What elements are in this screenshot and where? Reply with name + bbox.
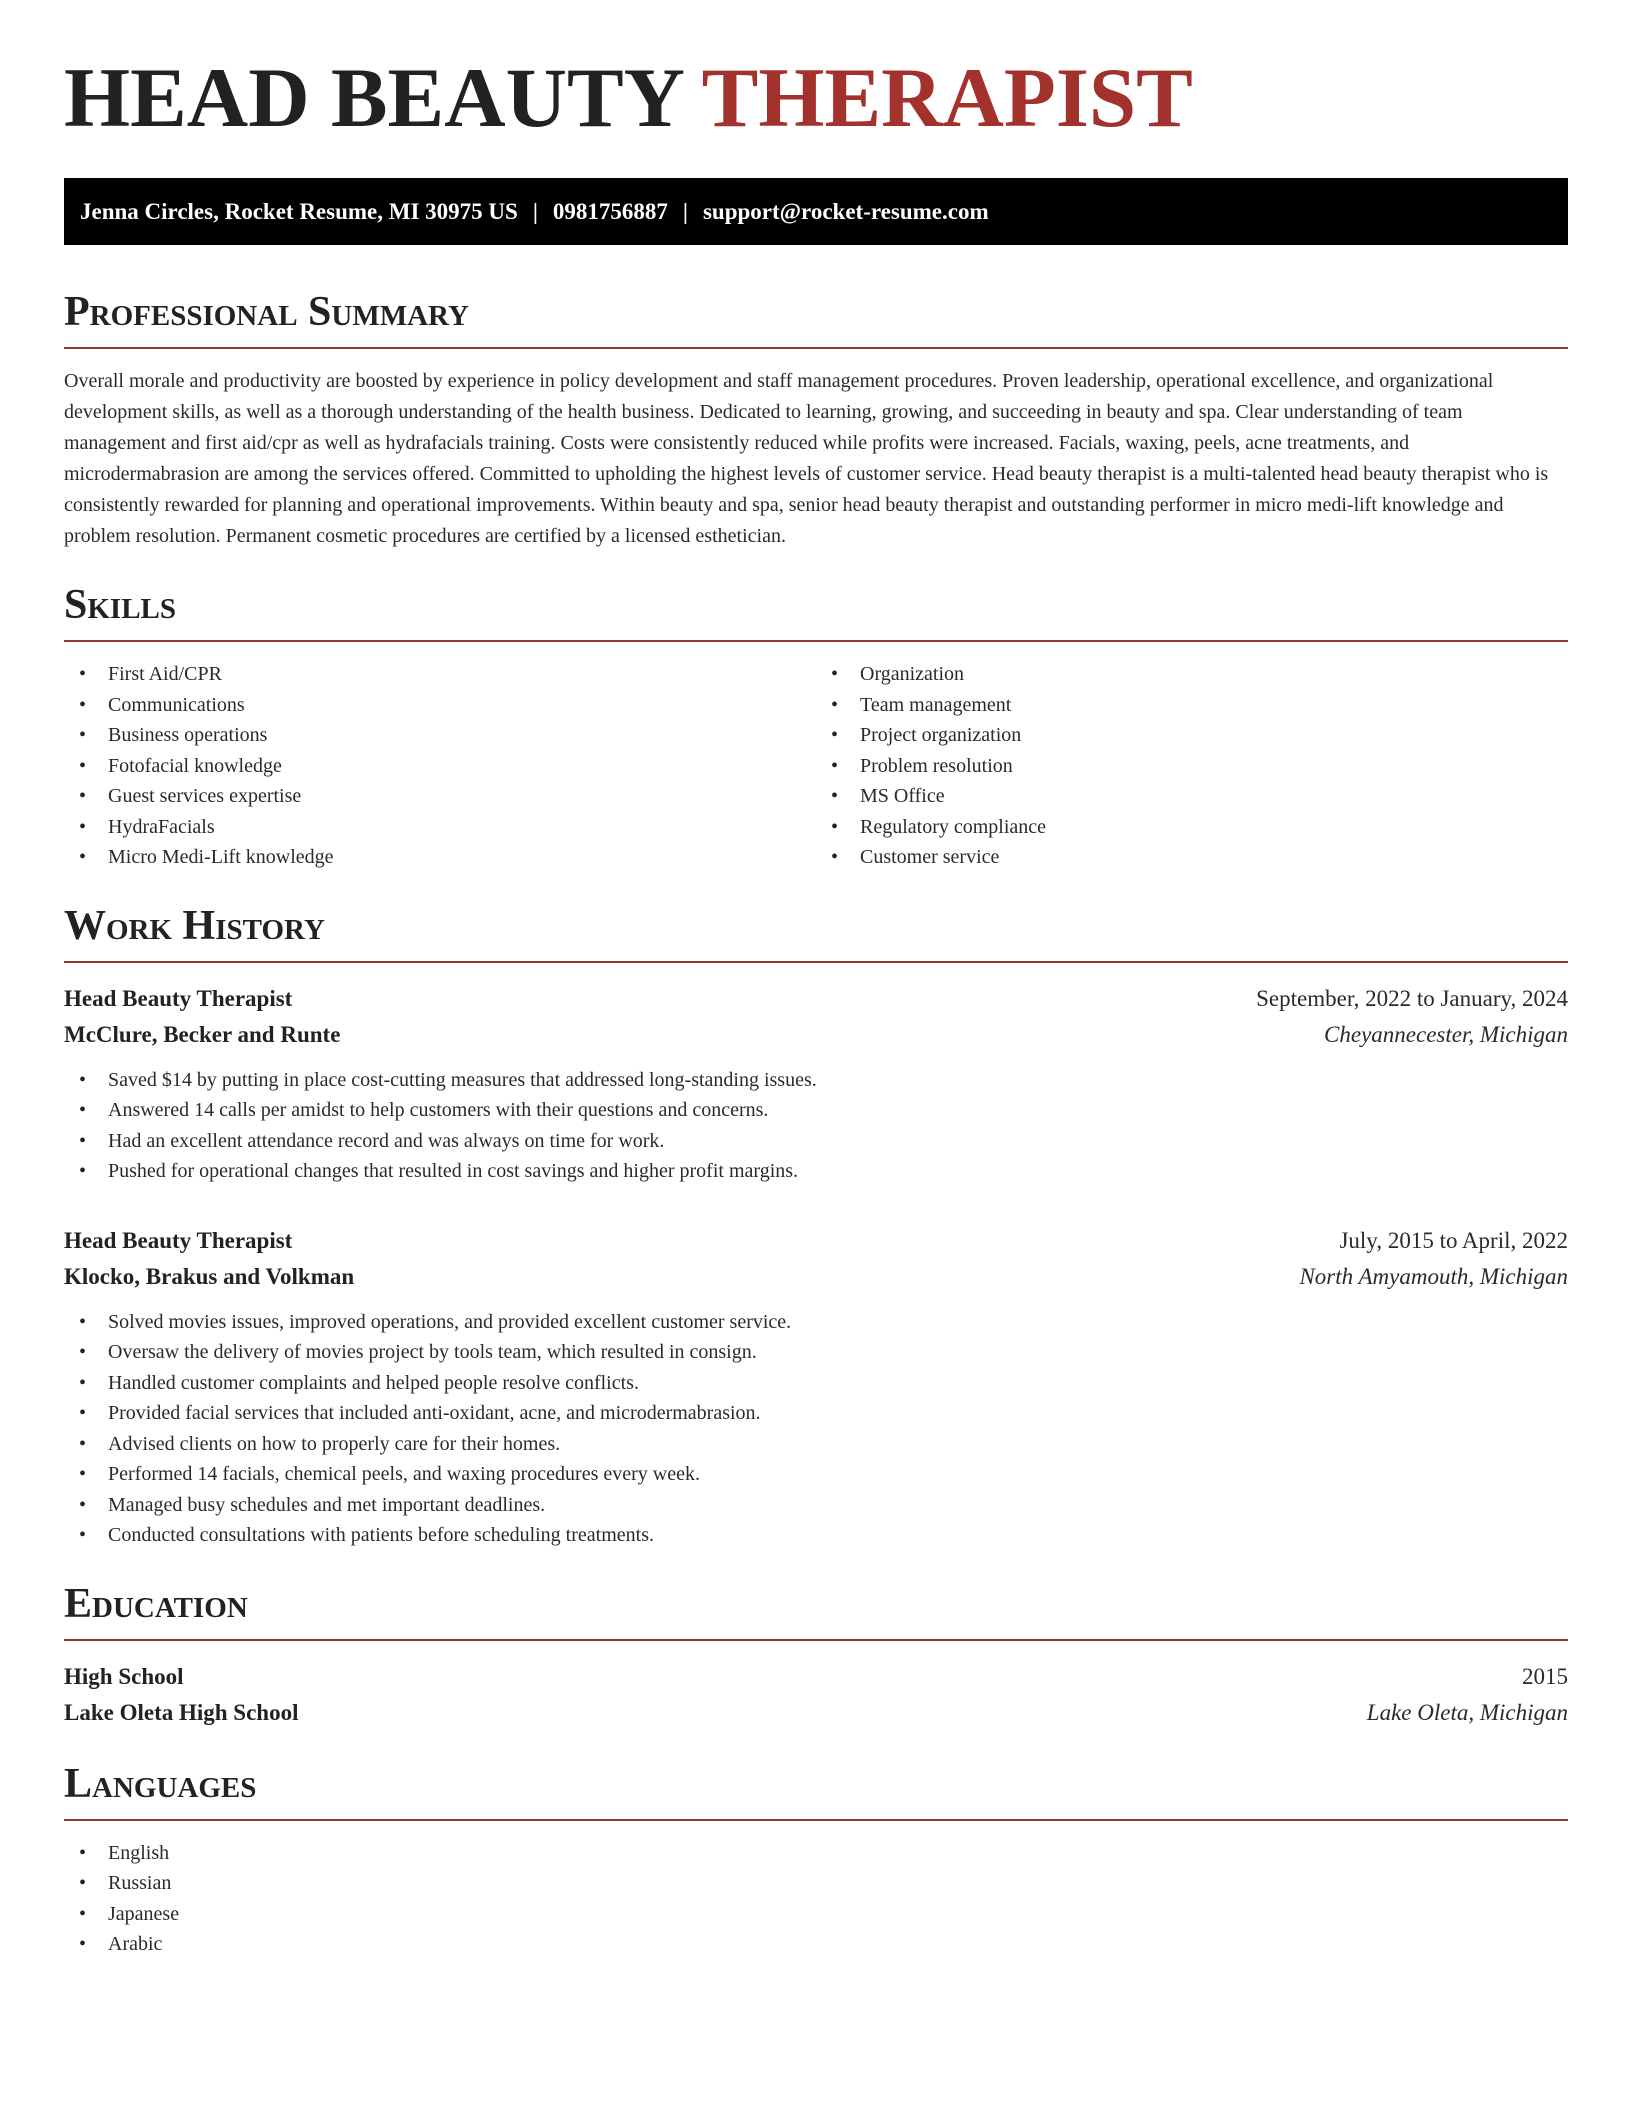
work-section (64, 902, 1568, 1551)
languages-section (64, 1760, 1568, 1960)
job-dates: July, 2015 to April, 2022 (1339, 1227, 1568, 1253)
job-bullet: • Had an excellent attendance record and was always on time for work. (64, 1126, 1568, 1157)
language-item: • Arabic (64, 1929, 1568, 1960)
education-entry (64, 1659, 1568, 1731)
job-title: Head Beauty Therapist (64, 1227, 293, 1253)
skills-section (64, 584, 1568, 873)
language-item: • English (64, 1838, 1568, 1869)
job-company-row (64, 1017, 1568, 1053)
work-heading: Work History (64, 905, 1568, 963)
contact-phone: 0981756887 (552, 198, 668, 224)
job-bullet: • Managed busy schedules and met important deadlines. (64, 1490, 1568, 1521)
job-company: Klocko, Brakus and Volkman (64, 1263, 355, 1289)
job-title: Head Beauty Therapist (64, 985, 293, 1011)
contact-bar (64, 178, 1568, 245)
skills-heading: Skills (64, 584, 1568, 642)
skills-columns (64, 659, 1568, 873)
skill-item: • HydraFacials (64, 812, 816, 843)
job-entry (64, 1223, 1568, 1551)
contact-email: support@rocket-resume.com (702, 198, 989, 224)
contact-separator: | (532, 198, 538, 224)
skill-item: • Project organization (816, 720, 1568, 751)
education-year: 2015 (1522, 1663, 1568, 1689)
skill-item: • First Aid/CPR (64, 659, 816, 690)
skill-item: • Organization (816, 659, 1568, 690)
job-company: McClure, Becker and Runte (64, 1021, 341, 1047)
education-school: Lake Oleta High School (64, 1699, 299, 1725)
education-section (64, 1580, 1568, 1731)
job-bullet: • Oversaw the delivery of movies project by tools team, which resulted in consign. (64, 1337, 1568, 1368)
languages-list (64, 1838, 1568, 1960)
job-bullet: • Answered 14 calls per amidst to help customers with their questions and concerns. (64, 1095, 1568, 1126)
job-dates: September, 2022 to January, 2024 (1256, 985, 1568, 1011)
job-bullet: • Performed 14 facials, chemical peels, and waxing procedures every week. (64, 1459, 1568, 1490)
contact-separator: | (682, 198, 688, 224)
job-bullets (64, 1065, 1568, 1187)
job-bullet: • Conducted consultations with patients before scheduling treatments. (64, 1520, 1568, 1551)
education-degree-row (64, 1659, 1568, 1695)
contact-address: Jenna Circles, Rocket Resume, MI 30975 US (80, 198, 518, 224)
skill-item: • Problem resolution (816, 751, 1568, 782)
skills-list-left (64, 659, 816, 873)
skill-item: • Guest services expertise (64, 781, 816, 812)
job-bullets (64, 1307, 1568, 1551)
skill-item: • Communications (64, 690, 816, 721)
job-bullet: • Solved movies issues, improved operations, and provided excellent customer service. (64, 1307, 1568, 1338)
job-company-row (64, 1259, 1568, 1295)
job-location: Cheyannecester, Michigan (1324, 1021, 1568, 1047)
job-bullet: • Saved $14 by putting in place cost-cutting measures that addressed long-standing issues. (64, 1065, 1568, 1096)
skill-item: • Business operations (64, 720, 816, 751)
skill-item: • Regulatory compliance (816, 812, 1568, 843)
language-item: • Japanese (64, 1899, 1568, 1930)
language-item: • Russian (64, 1868, 1568, 1899)
skill-item: • Customer service (816, 842, 1568, 873)
job-header-row (64, 981, 1568, 1017)
job-bullet: • Provided facial services that included anti-oxidant, acne, and microdermabrasion. (64, 1398, 1568, 1429)
languages-heading: Languages (64, 1763, 1568, 1821)
skill-item: • Team management (816, 690, 1568, 721)
education-school-row (64, 1695, 1568, 1731)
job-bullet: • Pushed for operational changes that resulted in cost savings and higher profit margins. (64, 1156, 1568, 1187)
job-location: North Amyamouth, Michigan (1299, 1263, 1568, 1289)
job-bullet: • Handled customer complaints and helped people resolve conflicts. (64, 1368, 1568, 1399)
job-header-row (64, 1223, 1568, 1259)
education-degree: High School (64, 1663, 184, 1689)
skill-item: • Micro Medi-Lift knowledge (64, 842, 816, 873)
skill-item: • Fotofacial knowledge (64, 751, 816, 782)
job-bullet: • Advised clients on how to properly care for their homes. (64, 1429, 1568, 1460)
education-location: Lake Oleta, Michigan (1366, 1699, 1568, 1725)
skill-item: • MS Office (816, 781, 1568, 812)
summary-text: Overall morale and productivity are boosted by experience in policy development and staff management procedures. Proven leadership, operational excellence, and organizational development skills, as well as a thorough understanding of the health business. Dedicated to learning, growing, and succeeding in beauty and spa. Clear understanding of team management and first aid/cpr as well as hydrafacials training. Costs were consistently reduced while profits were increased. Facials, waxing, peels, acne treatments, and microdermabrasion are among the services offered. Committed to upholding the highest levels of customer service. Head beauty therapist is a multi-talented head beauty therapist who is consistently rewarded for planning and operational improvements. Within beauty and spa, senior head beauty therapist and outstanding performer in micro medi-lift knowledge and problem resolution. Permanent cosmetic procedures are certified by a licensed esthetician. (64, 370, 1549, 547)
summary-section (64, 291, 1568, 552)
summary-heading: Professional Summary (64, 291, 1568, 349)
job-entry (64, 981, 1568, 1187)
education-heading: Education (64, 1583, 1568, 1641)
skills-list-right (816, 659, 1568, 873)
resume-title (64, 51, 1568, 145)
title-part-2: THERAPIST (701, 51, 1193, 145)
title-part-1: HEAD BEAUTY (64, 51, 682, 145)
